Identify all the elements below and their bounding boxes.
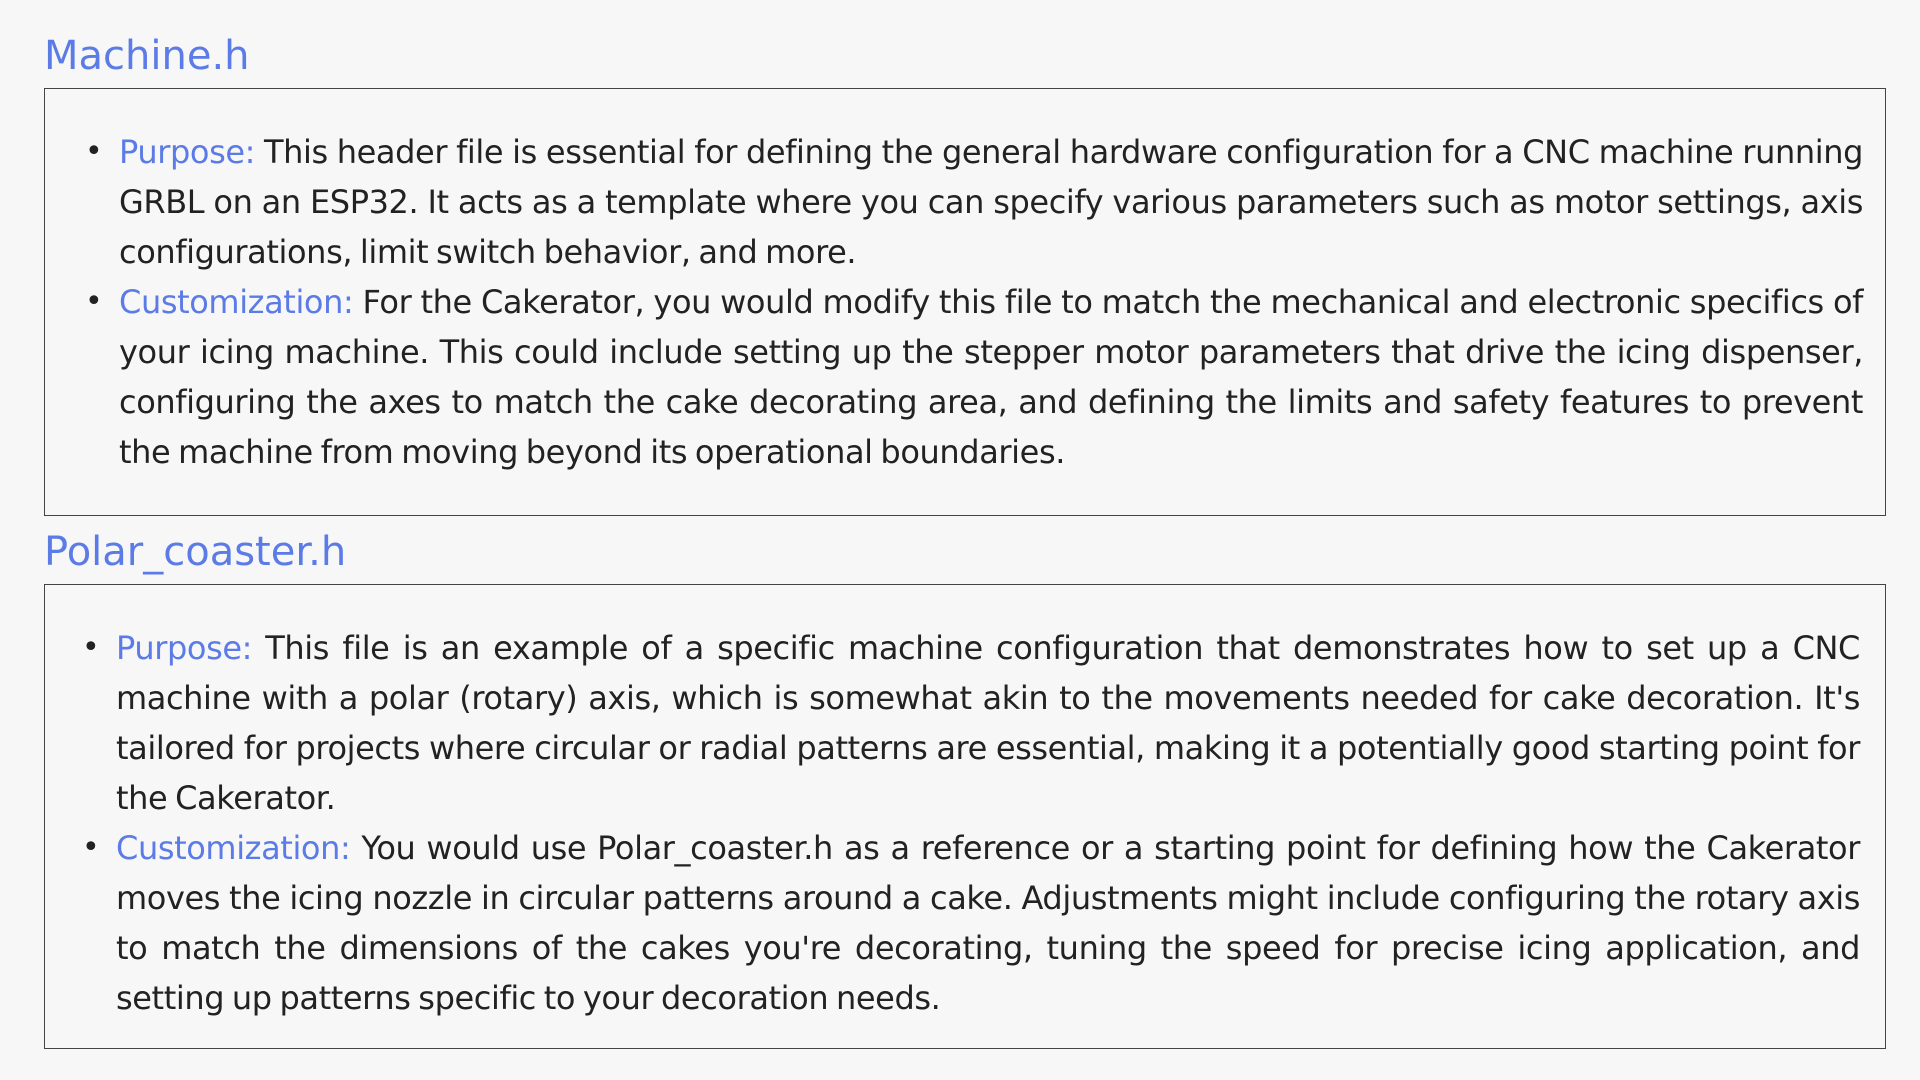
list-item-customization [82,823,1860,1023]
item-text: This file is an example of a specific machine configuration that demonstrates how to set up a CNC machine with a polar (rotary) axis, which is somewhat akin to the movements needed for cake decoration. It's tailored for projects where circular or radial patterns are essential, making it a potentially good starting point for the Cakerator. [116,629,1860,817]
list-item-customization [85,277,1863,477]
section-box-machine-h [44,88,1886,516]
list-item-purpose [82,623,1860,823]
item-text: This header file is essential for defining the general hardware configuration for a CNC machine running GRBL on an ESP32. It acts as a template where you can specify various parameters such as motor settings, axis configurations, limit switch behavior, and more. [119,133,1863,271]
section-box-polar-coaster-h [44,584,1886,1049]
section-title-machine-h: Machine.h [44,33,250,79]
item-label: Purpose: [116,629,253,667]
bullet-list [45,89,1885,477]
section-title-polar-coaster-h: Polar_coaster.h [44,529,347,575]
item-label: Customization: [116,829,351,867]
bullet-list [45,585,1885,1023]
item-label: Purpose: [119,133,256,171]
list-item-purpose [85,127,1863,277]
bullet-icon: • [82,830,100,865]
item-text: For the Cakerator, you would modify this file to match the mechanical and electronic specifics of your icing machine. This could include setting up the stepper motor parameters that drive the icing dispenser, configuring the axes to match the cake decorating area, and defining the limits and safety features to prevent the machine from moving beyond its operational boundaries. [119,283,1863,471]
item-label: Customization: [119,283,354,321]
item-text: You would use Polar_coaster.h as a reference or a starting point for defining how the Cakerator moves the icing nozzle in circular patterns around a cake. Adjustments might include configuring the rotary axis to match the dimensions of the cakes you're decorating, tuning the speed for precise icing application, and setting up patterns specific to your decoration needs. [116,829,1860,1017]
bullet-icon: • [82,630,100,665]
bullet-icon: • [85,134,103,169]
bullet-icon: • [85,284,103,319]
